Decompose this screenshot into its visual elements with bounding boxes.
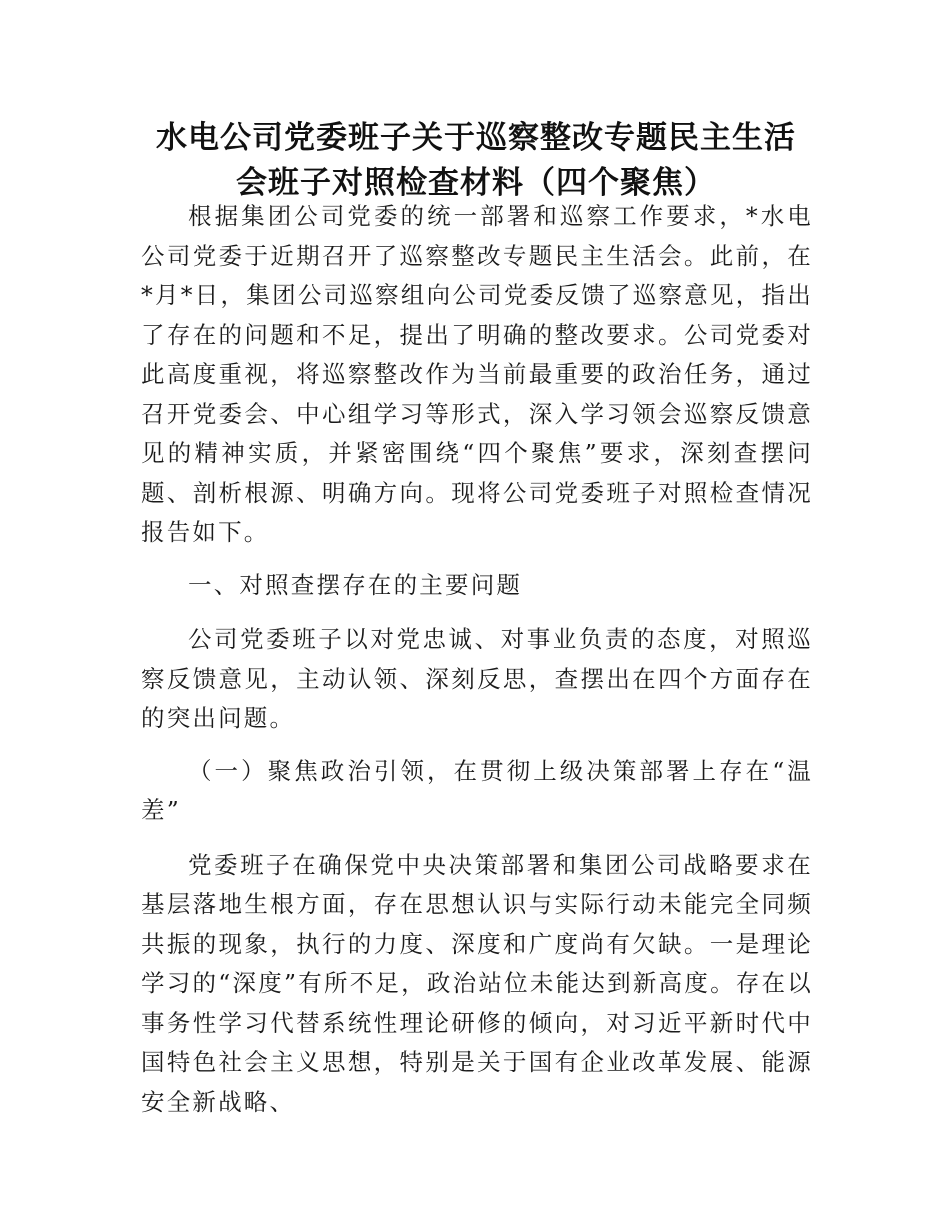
intro-paragraph: 根据集团公司党委的统一部署和巡察工作要求，*水电公司党委于近期召开了巡察整改专题民主生活会。此前，在*月*日，集团公司巡察组向公司党委反馈了巡察意见，指出了存在的问题和不足，提出了明确的整改要求。公司党委对此高度重视，将巡察整改作为当前最重要的政治任务，通过召开党委会、中心组学习等形式，深入学习领会巡察反馈意见的精神实质，并紧密围绕“四个聚焦”要求，深刻查摆问题、剖析根源、明确方向。现将公司党委班子对照检查情况报告如下。 [141,202,813,546]
section-1-intro-paragraph: 公司党委班子以对党忠诚、对事业负责的态度，对照巡察反馈意见，主动认领、深刻反思，查摆出在四个方面存在的突出问题。 [141,625,813,732]
section-1-heading: 一、对照查摆存在的主要问题 [188,570,523,599]
subsection-1-paragraph: 党委班子在确保党中央决策部署和集团公司战略要求在基层落地生根方面，存在思想认识与实际行动未能完全同频共振的现象，执行的力度、深度和广度尚有欠缺。一是理论学习的“深度”有所不足，政治站位未能达到新高度。存在以事务性学习代替系统性理论研修的倾向，对习近平新时代中国特色社会主义思想，特别是关于国有企业改革发展、能源安全新战略、 [141,850,813,1116]
document-title [140,116,812,206]
title-line-1: 水电公司党委班子关于巡察整改专题民主生活 [156,120,796,156]
document-body [141,197,813,1135]
title-line-2: 会班子对照检查材料（四个聚焦） [236,165,716,201]
subsection-1-heading: （一）聚焦政治引领，在贯彻上级决策部署上存在“温差” [141,756,813,824]
